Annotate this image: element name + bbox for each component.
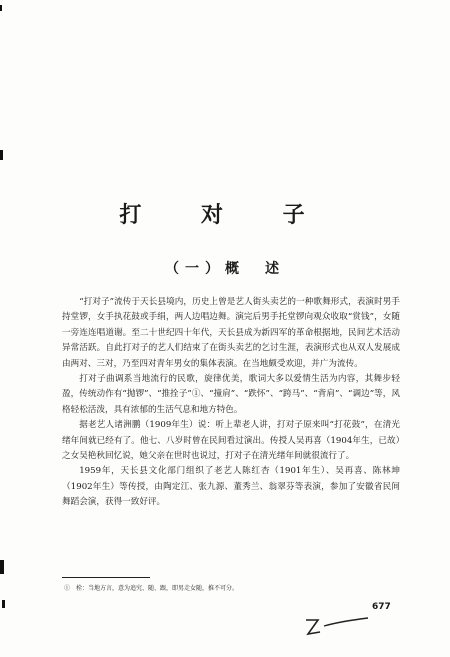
section-heading: （一）概 述 [165, 261, 285, 277]
scan-speck [0, 560, 4, 574]
paragraph: 打对子曲调系当地流行的民歌，旋律优美，歌词大多以爱情生活为内容，其舞步轻盈，传统动作有“抛锣”、“推拴子”①、“撞肩”、“跌怀”、“跨马”、“背肩”、“调边”等，风格轻松活泼，具有浓郁的生活气息和地方特色。 [62, 374, 400, 415]
paragraph: 据老艺人诸洲鹏（1909年生）说：听上辈老人讲，打对子原来叫“打花鼓”，在清光绪年间就已经有了。他七、八岁时曾在民间看过演出。传授人吴再喜（1904年生，已故）之女吴艳秋回忆说，她父亲在世时也说过，打对子在清光绪年间就很流行了。 [62, 420, 400, 462]
handwritten-mark-icon [302, 598, 372, 638]
footnote: ① 栓：当地方言，意为追究、随、跟，即男走女随，推不可分。 [64, 585, 239, 592]
scan-speck [0, 5, 2, 11]
paragraph: 1959年，天长县文化部门组织了老艺人陈红杏（1901年生）、吴再喜、陈林坤（1902年生）等传授，由陶定江、张九源、董秀兰、翁翠芬等表演，参加了安徽省民间舞蹈会演，获得一致好评。 [62, 466, 400, 508]
page-number: 677 [372, 602, 391, 612]
page-title: 打 对 子 [119, 202, 331, 228]
scan-speck [0, 150, 3, 160]
scan-speck [2, 600, 5, 608]
paragraph: “打对子”流传于天长县境内，历史上曾是艺人街头卖艺的一种歌舞形式，表演时男手持堂锣，女手执花鼓或手绢，两人边唱边舞。演完后男手托堂锣向观众收取“赏钱”，女随一旁连连唱道谢。至二十世纪四十年代，天长县成为新四军的革命根据地，民间艺术活动异常活跃。自此打对子的艺人们结束了在街头卖艺的乞讨生涯，表演形式也从双人发展成由两对、三对，乃至四对青年男女的集体表演。在当地颇受欢迎，并广为流传。 [62, 297, 400, 369]
footnote-divider [62, 577, 150, 578]
body-text [62, 295, 400, 511]
